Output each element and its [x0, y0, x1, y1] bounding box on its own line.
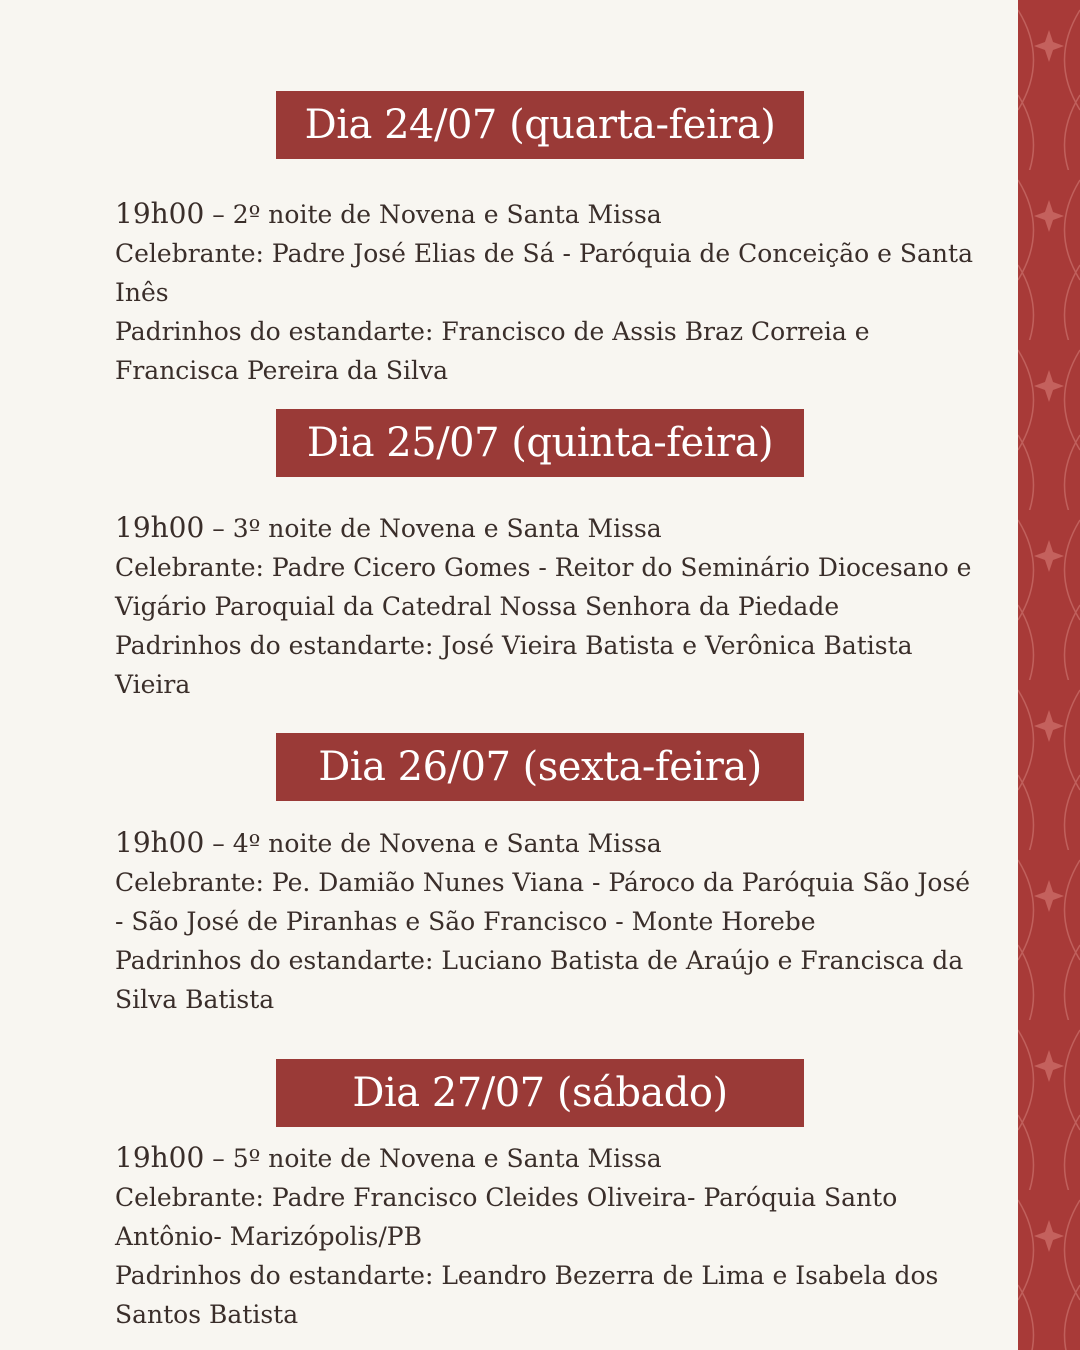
day-banner	[276, 91, 804, 159]
event-line	[115, 823, 985, 863]
event-time: 19h00	[115, 1141, 205, 1174]
celebrant-line: Celebrante: Padre José Elias de Sá - Paróquia de Conceição e Santa Inês	[115, 239, 973, 307]
day-banner	[276, 409, 804, 477]
sponsors-line: Padrinhos do estandarte: Leandro Bezerra de Lima e Isabela dos Santos Batista	[115, 1261, 939, 1329]
celebrant-line: Celebrante: Padre Cicero Gomes - Reitor do Seminário Diocesano e Vigário Paroquial da Catedral Nossa Senhora da Piedade	[115, 553, 972, 621]
event-time: 19h00	[115, 197, 205, 230]
event-line	[115, 1138, 985, 1178]
event-description: – 5º noite de Novena e Santa Missa	[212, 1144, 662, 1173]
event-description: – 4º noite de Novena e Santa Missa	[212, 829, 662, 858]
sponsors-line: Padrinhos do estandarte: Francisco de Assis Braz Correia e Francisca Pereira da Silva	[115, 317, 870, 385]
day-banner	[276, 1059, 804, 1127]
day-title: Dia 26/07 (sexta-feira)	[318, 744, 762, 790]
day-details	[115, 194, 985, 390]
decorative-side-band	[1018, 0, 1080, 1350]
sponsors-line: Padrinhos do estandarte: José Vieira Batista e Verônica Batista Vieira	[115, 631, 913, 699]
day-banner	[276, 733, 804, 801]
celebrant-line: Celebrante: Padre Francisco Cleides Oliveira- Paróquia Santo Antônio- Marizópolis/PB	[115, 1183, 898, 1251]
day-title: Dia 25/07 (quinta-feira)	[306, 420, 774, 466]
sponsors-line: Padrinhos do estandarte: Luciano Batista de Araújo e Francisca da Silva Batista	[115, 946, 964, 1014]
ornament-pattern-icon	[1018, 0, 1080, 1350]
event-line	[115, 508, 985, 548]
day-title: Dia 24/07 (quarta-feira)	[304, 102, 776, 148]
event-description: – 3º noite de Novena e Santa Missa	[212, 514, 662, 543]
day-details	[115, 508, 985, 704]
day-details	[115, 1138, 985, 1334]
event-time: 19h00	[115, 826, 205, 859]
event-description: – 2º noite de Novena e Santa Missa	[212, 200, 662, 229]
event-line	[115, 194, 985, 234]
day-details	[115, 823, 985, 1019]
day-title: Dia 27/07 (sábado)	[352, 1070, 728, 1116]
celebrant-line: Celebrante: Pe. Damião Nunes Viana - Pároco da Paróquia São José - São José de Piranhas e São Francisco - Monte Horebe	[115, 868, 971, 936]
event-time: 19h00	[115, 511, 205, 544]
